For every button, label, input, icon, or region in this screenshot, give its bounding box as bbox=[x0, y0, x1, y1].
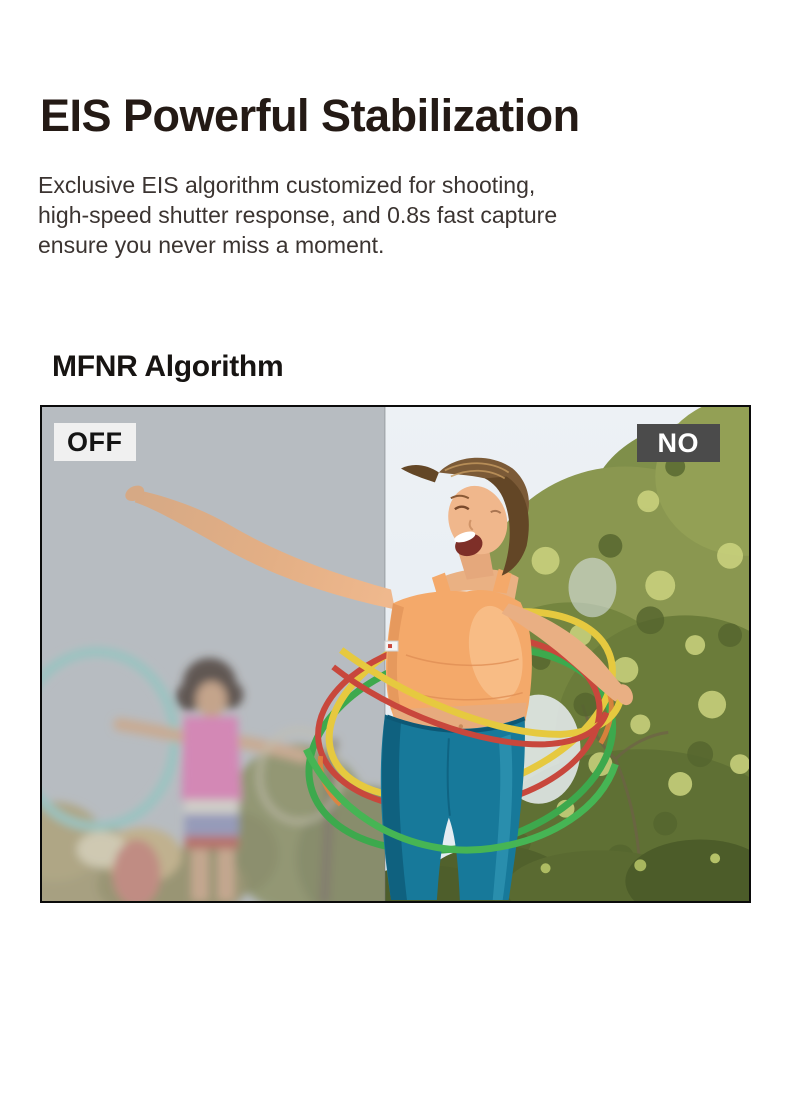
comparison-photo-illustration bbox=[42, 407, 749, 901]
page-description bbox=[38, 170, 557, 260]
description-line-2: high-speed shutter response, and 0.8s fast capture bbox=[38, 202, 558, 228]
section-title: MFNR Algorithm bbox=[52, 350, 284, 383]
comparison-image bbox=[40, 405, 751, 903]
description-line-1: Exclusive EIS algorithm customized for shooting, bbox=[38, 172, 536, 198]
page-title: EIS Powerful Stabilization bbox=[40, 90, 580, 141]
eis-on-badge: NO bbox=[637, 424, 721, 462]
description-line-3: ensure you never miss a moment. bbox=[38, 232, 385, 258]
eis-off-badge: OFF bbox=[54, 423, 136, 461]
